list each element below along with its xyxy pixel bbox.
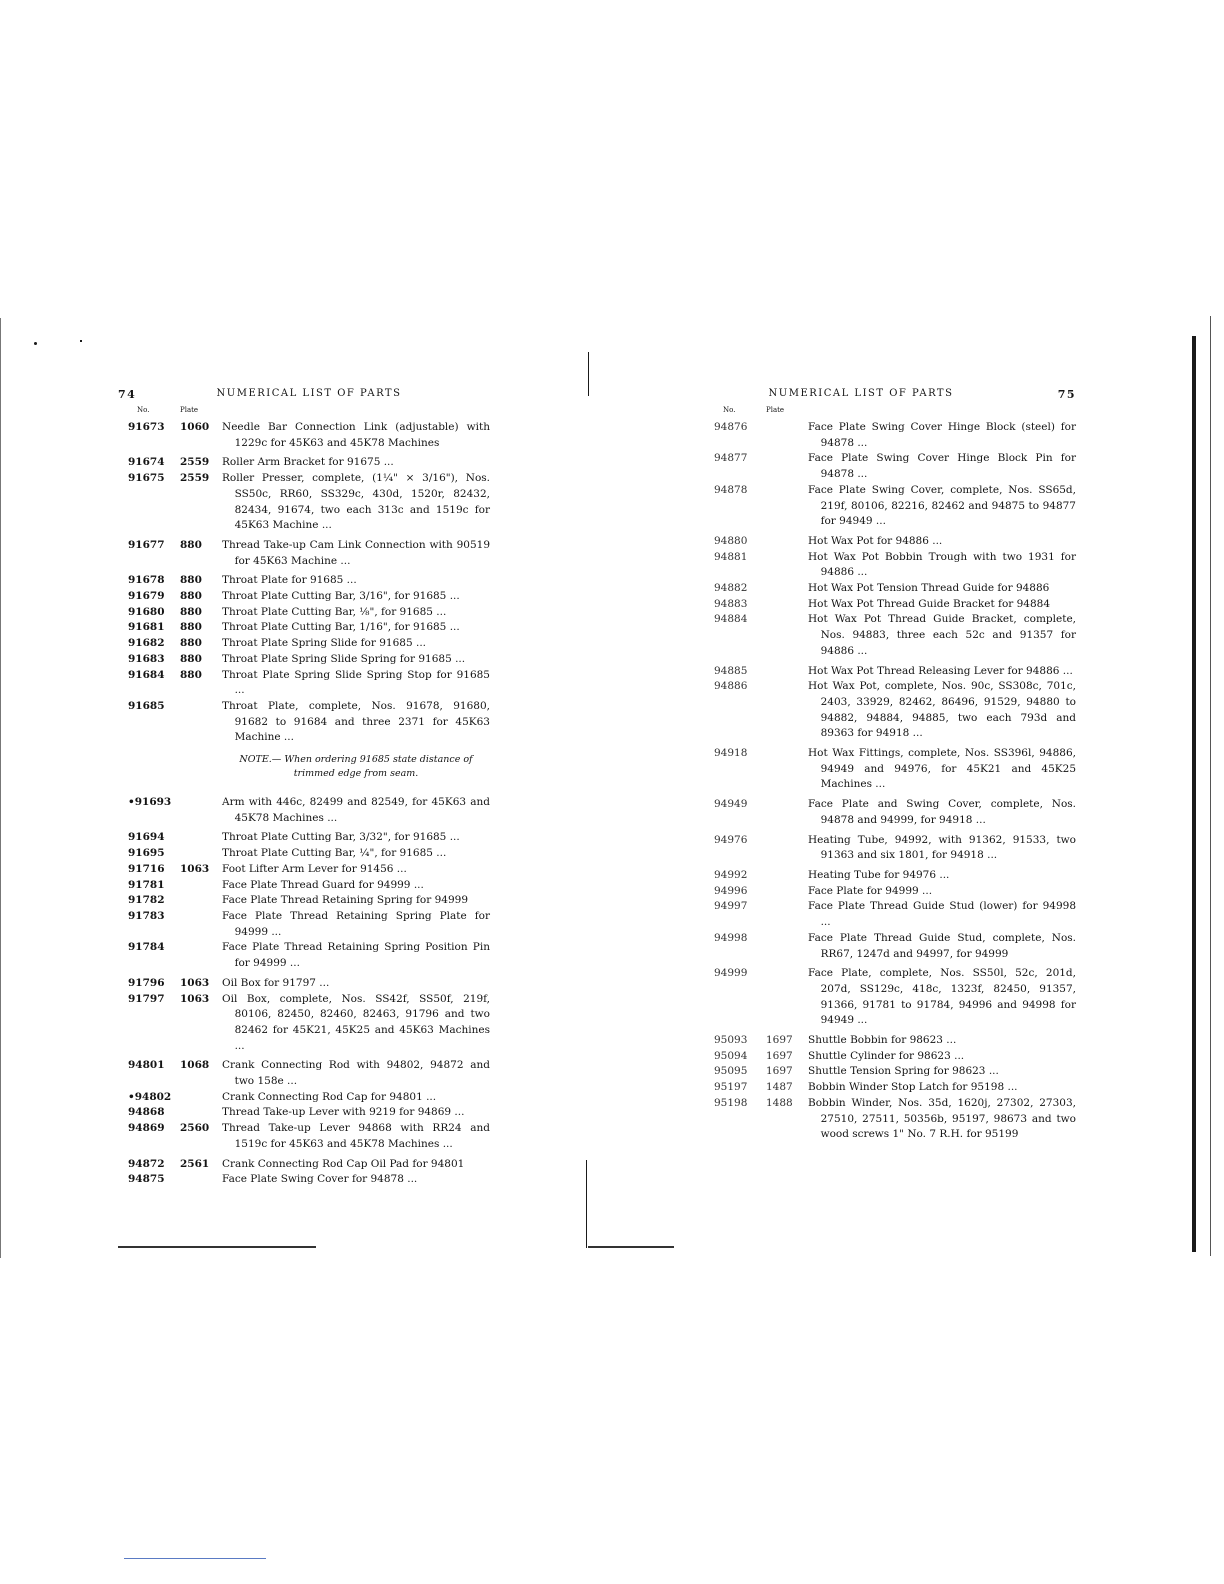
column-header-plate: Plate xyxy=(766,406,785,414)
part-description: Crank Connecting Rod Cap Oil Pad for 94801 xyxy=(222,1157,465,1170)
plate-number: 880 xyxy=(180,590,202,603)
part-description: Face Plate for 94999 ... xyxy=(808,884,933,897)
part-number: 94918 xyxy=(714,747,748,760)
part-number: 95094 xyxy=(714,1049,748,1062)
part-number: 94949 xyxy=(714,798,748,811)
plate-number: 1063 xyxy=(180,976,210,989)
plate-number: 2561 xyxy=(180,1157,210,1170)
part-description: Face Plate Thread Guard for 94999 ... xyxy=(222,878,424,891)
part-number: 94999 xyxy=(714,967,748,980)
stray-dot xyxy=(34,342,37,345)
plate-number: 1063 xyxy=(180,862,210,875)
plate-number xyxy=(766,966,808,1029)
part-number: 94869 xyxy=(128,1122,165,1135)
part-entry xyxy=(112,668,490,699)
page-header xyxy=(112,376,490,404)
right-edge-bar xyxy=(1192,336,1196,1252)
part-description: Throat Plate Cutting Bar, 1/16", for 91685 ... xyxy=(222,621,460,634)
plate-number: 1063 xyxy=(180,992,210,1005)
part-description: Throat Plate Cutting Bar, ⅛", for 91685 ... xyxy=(222,605,447,618)
part-description: Crank Connecting Rod with 94802, 94872 and two 158e ... xyxy=(222,1059,490,1088)
part-entry xyxy=(112,573,490,589)
part-description: Thread Take-up Lever with 9219 for 94869 ... xyxy=(222,1106,465,1119)
part-description: Hot Wax Pot Thread Releasing Lever for 94886 ... xyxy=(808,664,1073,677)
part-entry xyxy=(112,636,490,652)
part-number: 95198 xyxy=(714,1096,748,1109)
part-number: 94976 xyxy=(714,833,748,846)
plate-number xyxy=(766,884,808,900)
parts-list xyxy=(698,420,1076,1147)
plate-number xyxy=(180,909,222,940)
part-number: 91680 xyxy=(128,605,165,618)
part-entry xyxy=(112,471,490,534)
part-entry xyxy=(112,795,490,826)
plate-number: 1697 xyxy=(766,1049,793,1062)
part-entry xyxy=(698,451,1076,482)
plate-number xyxy=(766,797,808,828)
part-entry xyxy=(112,1121,490,1152)
part-entry xyxy=(698,597,1076,613)
part-number: 91678 xyxy=(128,574,165,587)
part-description: Bobbin Winder Stop Latch for 95198 ... xyxy=(808,1081,1018,1094)
part-entry xyxy=(112,605,490,621)
part-description: Hot Wax Pot, complete, Nos. 90c, SS308c, 701c, 2403, 33929, 82462, 86496, 91529, 94880 to 94882, 94884, 94885, two each 793d and 89363 for 94918 ... xyxy=(808,680,1076,740)
part-description: Shuttle Cylinder for 98623 ... xyxy=(808,1049,965,1062)
plate-number xyxy=(766,420,808,451)
part-number: 95093 xyxy=(714,1034,748,1047)
part-number: 94801 xyxy=(128,1059,165,1072)
part-number: 94996 xyxy=(714,884,748,897)
plate-number xyxy=(180,940,222,971)
part-number: 95197 xyxy=(714,1081,748,1094)
part-description: Needle Bar Connection Link (adjustable) with 1229c for 45K63 and 45K78 Machines xyxy=(222,421,490,449)
part-number: 94881 xyxy=(714,550,748,563)
parts-list-continued xyxy=(112,795,490,1188)
plate-number xyxy=(766,612,808,659)
plate-number xyxy=(766,550,808,581)
part-number: 91784 xyxy=(128,941,165,954)
page-number: 75 xyxy=(1057,388,1076,401)
plate-number: 880 xyxy=(180,668,202,681)
part-description: Throat Plate, complete, Nos. 91678, 91680, 91682 to 91684 and three 2371 for 45K63 Machine ... xyxy=(222,699,490,744)
part-number: 91695 xyxy=(128,847,165,860)
column-header-no: No. xyxy=(723,406,736,414)
part-number: 95095 xyxy=(714,1065,748,1078)
part-entry xyxy=(112,1105,490,1121)
part-number: 91797 xyxy=(128,992,165,1005)
part-description: Shuttle Bobbin for 98623 ... xyxy=(808,1034,957,1047)
part-description: Face Plate Thread Guide Stud (lower) for 94998 ... xyxy=(808,900,1076,929)
left-page xyxy=(112,376,490,1188)
part-number: 91684 xyxy=(128,668,165,681)
part-description: Hot Wax Pot Bobbin Trough with two 1931 for 94886 ... xyxy=(808,550,1076,579)
part-description: Face Plate Swing Cover for 94878 ... xyxy=(222,1173,418,1186)
plate-number: 880 xyxy=(180,605,202,618)
plate-number xyxy=(180,830,222,846)
part-entry xyxy=(112,909,490,940)
part-entry xyxy=(698,797,1076,828)
part-entry xyxy=(698,612,1076,659)
plate-number xyxy=(766,597,808,613)
part-entry xyxy=(112,940,490,971)
plate-number xyxy=(180,1090,222,1106)
part-entry xyxy=(698,483,1076,530)
part-number: 91796 xyxy=(128,976,165,989)
part-entry xyxy=(112,1157,490,1173)
part-description: Heating Tube, 94992, with 91362, 91533, two 91363 and six 1801, for 94918 ... xyxy=(808,833,1076,862)
part-entry xyxy=(698,420,1076,451)
part-number: 91685 xyxy=(128,699,165,712)
parts-list xyxy=(112,420,490,750)
part-entry xyxy=(112,420,490,451)
part-description: Hot Wax Pot for 94886 ... xyxy=(808,534,943,547)
plate-number xyxy=(180,846,222,862)
plate-number: 880 xyxy=(180,637,202,650)
part-entry xyxy=(698,1049,1076,1065)
part-entry xyxy=(698,1080,1076,1096)
part-entry xyxy=(112,1090,490,1106)
part-number: 94877 xyxy=(714,452,748,465)
part-entry xyxy=(112,699,490,746)
part-description: Throat Plate Cutting Bar, 3/16", for 91685 ... xyxy=(222,590,460,603)
part-description: Arm with 446c, 82499 and 82549, for 45K63 and 45K78 Machines ... xyxy=(222,796,490,824)
part-description: Shuttle Tension Spring for 98623 ... xyxy=(808,1065,999,1078)
part-description: Throat Plate Cutting Bar, ¼", for 91685 ... xyxy=(222,847,447,860)
page-header xyxy=(698,376,1076,404)
plate-number: 1060 xyxy=(180,421,210,433)
plate-number: 1697 xyxy=(766,1034,793,1047)
part-description: Face Plate Swing Cover Hinge Block Pin for 94878 ... xyxy=(808,452,1076,481)
running-title: NUMERICAL LIST OF PARTS xyxy=(216,388,402,399)
plate-number xyxy=(766,833,808,864)
part-number: 91675 xyxy=(128,472,165,485)
part-entry xyxy=(698,1096,1076,1143)
part-number: 94882 xyxy=(714,582,748,595)
part-number: 91679 xyxy=(128,590,165,603)
part-number: 94885 xyxy=(714,664,748,677)
part-description: Thread Take-up Cam Link Connection with 90519 for 45K63 Machine ... xyxy=(222,538,490,567)
part-number: 91781 xyxy=(128,878,165,891)
bottom-scan-mark-left xyxy=(118,1246,316,1248)
part-description: Throat Plate Spring Slide Spring Stop for 91685 ... xyxy=(222,668,490,697)
part-description: Hot Wax Pot Thread Guide Bracket, complete, Nos. 94883, three each 52c and 91357 for 94886 ... xyxy=(808,613,1076,657)
part-description: Hot Wax Pot Thread Guide Bracket for 94884 xyxy=(808,597,1051,610)
part-description: Crank Connecting Rod Cap for 94801 ... xyxy=(222,1090,437,1103)
part-entry xyxy=(112,846,490,862)
part-description: Face Plate, complete, Nos. SS50l, 52c, 201d, 207d, SS129c, 418c, 1323f, 82450, 91357, 91366, 91781 to 91784, 94996 and 94998 for 94949 ... xyxy=(808,967,1076,1027)
part-entry xyxy=(698,868,1076,884)
part-description: Face Plate Thread Retaining Spring Plate for 94999 ... xyxy=(222,909,490,938)
plate-number xyxy=(766,899,808,930)
part-entry xyxy=(112,538,490,569)
part-number: 91683 xyxy=(128,652,165,665)
part-description: Throat Plate Spring Slide Spring for 91685 ... xyxy=(222,652,466,665)
part-number: 94992 xyxy=(714,868,748,881)
part-entry xyxy=(112,992,490,1055)
part-description: Throat Plate Cutting Bar, 3/32", for 91685 ... xyxy=(222,831,460,844)
plate-number: 1488 xyxy=(766,1096,793,1109)
part-number: 94878 xyxy=(714,483,748,496)
plate-number xyxy=(180,1172,222,1188)
part-entry xyxy=(698,884,1076,900)
entry-spacer xyxy=(112,746,490,750)
part-entry xyxy=(112,455,490,471)
part-entry xyxy=(698,931,1076,962)
part-number: 91783 xyxy=(128,909,165,922)
part-number: 94875 xyxy=(128,1173,165,1186)
part-number: 94868 xyxy=(128,1106,165,1119)
part-entry xyxy=(112,878,490,894)
part-number: 94997 xyxy=(714,900,748,913)
part-description: Face Plate Swing Cover, complete, Nos. SS65d, 219f, 80106, 82216, 82462 and 94875 to 94877 for 94949 ... xyxy=(808,483,1076,528)
plate-number: 2560 xyxy=(180,1122,210,1135)
gutter-rule-lower xyxy=(586,1160,587,1248)
part-number: 94880 xyxy=(714,534,748,547)
plate-number xyxy=(180,1105,222,1121)
part-number: 94886 xyxy=(714,680,748,693)
plate-number xyxy=(180,893,222,909)
part-entry xyxy=(112,1172,490,1188)
plate-number xyxy=(766,746,808,793)
plate-number xyxy=(766,483,808,530)
plate-number: 2559 xyxy=(180,472,210,485)
plate-number: 1697 xyxy=(766,1065,793,1078)
plate-number xyxy=(766,679,808,742)
plate-number xyxy=(766,868,808,884)
plate-number xyxy=(766,664,808,680)
column-header-plate: Plate xyxy=(180,406,199,414)
plate-number: 1068 xyxy=(180,1059,210,1072)
part-entry xyxy=(698,833,1076,864)
gutter-rule xyxy=(588,352,589,396)
right-page xyxy=(698,376,1076,1147)
plate-number: 1487 xyxy=(766,1081,793,1094)
plate-number xyxy=(766,581,808,597)
note: NOTE.— When ordering 91685 state distance of trimmed edge from seam. xyxy=(239,754,473,780)
part-description: Hot Wax Pot Tension Thread Guide for 94886 xyxy=(808,582,1050,595)
part-number: 91673 xyxy=(128,421,165,433)
plate-number: 880 xyxy=(180,652,202,665)
part-description: Throat Plate for 91685 ... xyxy=(222,574,357,587)
plate-number xyxy=(766,534,808,550)
part-number: 91674 xyxy=(128,456,165,469)
part-entry xyxy=(698,534,1076,550)
part-description: Roller Arm Bracket for 91675 ... xyxy=(222,456,394,469)
part-number: 94884 xyxy=(714,613,748,626)
part-number: 94883 xyxy=(714,597,748,610)
left-edge-rule xyxy=(0,318,1,1258)
plate-number: 2559 xyxy=(180,456,210,469)
part-description: Face Plate Thread Retaining Spring Position Pin for 94999 ... xyxy=(222,941,490,970)
part-number: 91694 xyxy=(128,831,165,844)
part-number: 91677 xyxy=(128,538,165,551)
part-number: •91693 xyxy=(128,796,172,809)
part-entry xyxy=(698,1064,1076,1080)
part-entry xyxy=(112,652,490,668)
part-entry xyxy=(698,746,1076,793)
part-description: Heating Tube for 94976 ... xyxy=(808,868,950,881)
right-edge-thin-rule xyxy=(1210,316,1211,1256)
plate-number xyxy=(180,878,222,894)
part-description: Thread Take-up Lever 94868 with RR24 and 1519c for 45K63 and 45K78 Machines ... xyxy=(222,1122,490,1150)
part-entry xyxy=(698,966,1076,1029)
plate-number: 880 xyxy=(180,621,202,634)
part-description: Face Plate and Swing Cover, complete, Nos. 94878 and 94999, for 94918 ... xyxy=(808,798,1076,826)
part-description: Face Plate Swing Cover Hinge Block (steel) for 94878 ... xyxy=(808,421,1076,449)
column-headers xyxy=(112,404,490,420)
plate-number: 880 xyxy=(180,538,202,551)
part-number: 94876 xyxy=(714,421,748,433)
part-number: 94872 xyxy=(128,1157,165,1170)
part-entry xyxy=(112,862,490,878)
part-description: Face Plate Thread Retaining Spring for 94999 xyxy=(222,894,469,907)
part-description: Face Plate Thread Guide Stud, complete, Nos. RR67, 1247d and 94997, for 94999 xyxy=(808,931,1076,960)
part-entry xyxy=(112,620,490,636)
part-entry xyxy=(698,679,1076,742)
part-entry xyxy=(698,581,1076,597)
part-description: Hot Wax Fittings, complete, Nos. SS396l, 94886, 94949 and 94976, for 45K21 and 45K25 Machines ... xyxy=(808,747,1076,791)
part-number: •94802 xyxy=(128,1090,172,1103)
part-number: 91682 xyxy=(128,637,165,650)
stray-mark xyxy=(80,340,82,342)
entry-spacer xyxy=(698,1143,1076,1147)
part-entry xyxy=(698,899,1076,930)
plate-number: 880 xyxy=(180,574,202,587)
plate-number xyxy=(766,931,808,962)
part-number: 94998 xyxy=(714,931,748,944)
part-entry xyxy=(112,1058,490,1089)
bottom-blue-line xyxy=(124,1558,266,1559)
part-description: Roller Presser, complete, (1¼" × 3/16"), Nos. SS50c, RR60, SS329c, 430d, 1520r, 82432, 82434, 91674, two each 313c and 1519c for 45K63 Machine ... xyxy=(222,472,490,532)
bottom-scan-mark-right xyxy=(588,1246,674,1248)
part-entry xyxy=(698,1033,1076,1049)
running-title: NUMERICAL LIST OF PARTS xyxy=(768,388,954,399)
column-header-no: No. xyxy=(137,406,150,414)
part-entry xyxy=(698,550,1076,581)
part-description: Bobbin Winder, Nos. 35d, 1620j, 27302, 27303, 27510, 27511, 50356b, 95197, 98673 and two wood screws 1" No. 7 R.H. for 95199 xyxy=(808,1096,1076,1141)
plate-number xyxy=(766,451,808,482)
part-entry xyxy=(112,830,490,846)
part-entry xyxy=(112,589,490,605)
part-number: 91716 xyxy=(128,862,165,875)
part-description: Foot Lifter Arm Lever for 91456 ... xyxy=(222,862,407,875)
plate-number xyxy=(180,795,222,826)
page-number: 74 xyxy=(118,388,137,401)
part-entry xyxy=(698,664,1076,680)
part-description: Oil Box for 91797 ... xyxy=(222,976,330,989)
plate-number xyxy=(180,699,222,746)
part-number: 91681 xyxy=(128,621,165,634)
part-number: 91782 xyxy=(128,894,165,907)
part-description: Oil Box, complete, Nos. SS42f, SS50f, 219f, 80106, 82450, 82460, 82463, 91796 and two 82462 for 45K21, 45K25 and 45K63 Machines ... xyxy=(222,992,490,1052)
part-entry xyxy=(112,893,490,909)
part-entry xyxy=(112,976,490,992)
column-headers xyxy=(698,404,1076,420)
part-description: Throat Plate Spring Slide for 91685 ... xyxy=(222,637,426,650)
